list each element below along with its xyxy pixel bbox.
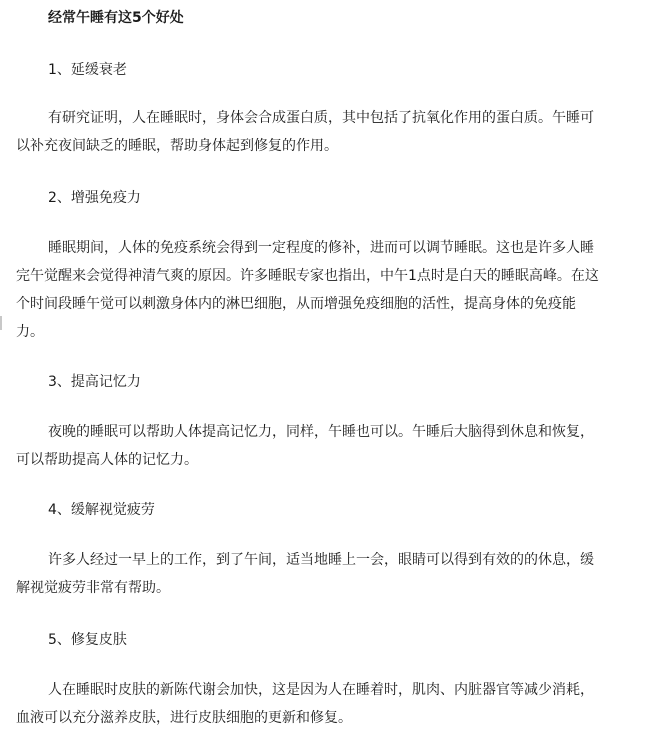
paragraph-line: 许多人经过一早上的工作，到了午间，适当地睡上一会，眼睛可以得到有效的的休息，缓	[48, 552, 594, 568]
paragraph-line: 以补充夜间缺乏的睡眠，帮助身体起到修复的作用。	[16, 138, 338, 154]
paragraph-line: 血液可以充分滋养皮肤，进行皮肤细胞的更新和修复。	[16, 710, 352, 726]
section-paragraph-4	[16, 546, 672, 602]
section-heading-5: 5、修复皮肤	[48, 632, 127, 648]
section-heading-2: 2、增强免疫力	[48, 190, 141, 206]
section-heading-4: 4、缓解视觉疲劳	[48, 502, 155, 518]
section-paragraph-5	[16, 676, 672, 732]
paragraph-line: 完午觉醒来会觉得神清气爽的原因。许多睡眠专家也指出，中午1点时是白天的睡眠高峰。在这	[16, 268, 599, 284]
paragraph-line: 睡眠期间，人体的免疫系统会得到一定程度的修补，进而可以调节睡眠。这也是许多人睡	[48, 240, 594, 256]
paragraph-line: 个时间段睡午觉可以刺激身体内的淋巴细胞，从而增强免疫细胞的活性，提高身体的免疫能	[16, 296, 576, 312]
article-title: 经常午睡有这5个好处	[48, 10, 184, 26]
paragraph-line: 解视觉疲劳非常有帮助。	[16, 580, 170, 596]
paragraph-line: 人在睡眠时皮肤的新陈代谢会加快，这是因为人在睡着时，肌肉、内脏器官等减少消耗，	[48, 682, 594, 698]
paragraph-line: 可以帮助提高人体的记忆力。	[16, 452, 198, 468]
paragraph-line: 夜晚的睡眠可以帮助人体提高记忆力，同样，午睡也可以。午睡后大脑得到休息和恢复，	[48, 424, 594, 440]
section-heading-3: 3、提高记忆力	[48, 374, 141, 390]
left-edge-marker	[0, 316, 2, 330]
section-heading-1: 1、延缓衰老	[48, 62, 127, 78]
section-paragraph-1	[16, 104, 672, 160]
paragraph-line: 有研究证明，人在睡眠时，身体会合成蛋白质，其中包括了抗氧化作用的蛋白质。午睡可	[48, 110, 594, 126]
paragraph-line: 力。	[16, 324, 44, 340]
section-paragraph-2	[16, 234, 672, 346]
section-paragraph-3	[16, 418, 672, 474]
